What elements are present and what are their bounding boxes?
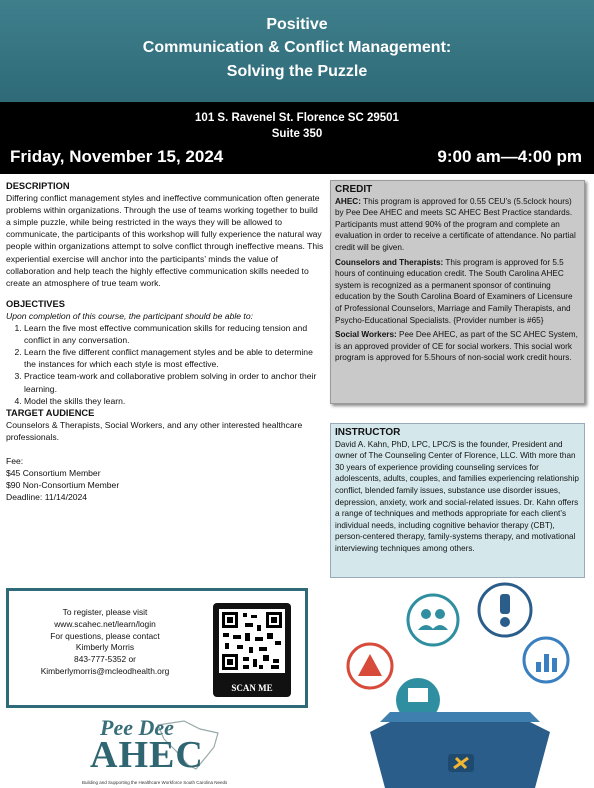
- title-banner: [0, 0, 594, 102]
- event-date: Friday, November 15, 2024: [10, 147, 224, 166]
- description-body: Differing conflict management styles and ineffective communication often generate problems within organizations. Through the use of teams working together to build a simple puzzle, while being restricted in the ways they will be allowed to communicate, the participants of this workshop will fully experience the natural way people within organizations attempt to solve conflict through ineffective means. This experiential exercise will anchor into the participants’ minds the value of collaboration and help teach the highly effective communication skills needed to create an atmosphere of true team work.: [6, 193, 324, 288]
- registration-box: [6, 588, 308, 708]
- team-icon: [408, 595, 458, 645]
- objectives-intro: Upon completion of this course, the participant should be able to:: [6, 310, 253, 321]
- fee-member: $45 Consortium Member: [6, 468, 101, 479]
- event-info-bar: [0, 102, 594, 174]
- credit-ahec: [335, 196, 580, 254]
- registration-text: [19, 607, 191, 678]
- instructor-bio: David A. Kahn, PhD, LPC, LPC/S is the founder, President and owner of The Counseling Center of Florence, LLC. With more than 30 years of experience providing counseling services for adolescents, adults, couples, and families experiencing relationship conflict, blended family issues, substance use disorder issues, depression, anxiety, work and social-related issues. Dr. Kahn offers a range of techniques and methods appropriate for each client’s individual needs, including cognitive behavior therapy (CBT), person-centered therapy, family-systems therapy, and motivational interviewing techniques among others.: [335, 439, 579, 553]
- objective-item: 4. Model the skills they learn.: [24, 395, 324, 407]
- instructor-box: [330, 423, 585, 578]
- register-line-1: To register, please visit: [62, 607, 148, 617]
- pee-dee-ahec-logo: [82, 715, 232, 785]
- register-line-3: For questions, please contact: [50, 630, 160, 641]
- fee-label: Fee:: [6, 455, 24, 466]
- event-time: 9:00 am—4:00 pm: [437, 147, 582, 166]
- credit-counselors-text: This program is approved for 5.5 hours of continuing education credit. The South Carolina AHEC system is recognized as a permanent sponsor of continuing education by the South Carolina Board of Examiners of Licensure of Professional Counselors, Marriage and Family Therapists, and Psycho-Educational Specialists. {Provider number is #65}: [335, 257, 573, 325]
- credit-heading: CREDIT: [335, 184, 373, 195]
- credit-counselors-label: Counselors and Therapists:: [335, 257, 444, 267]
- left-column: [6, 180, 324, 503]
- contact-email[interactable]: Kimberlymorris@mcleodhealth.org: [40, 665, 170, 676]
- credit-box: [330, 180, 585, 404]
- title-line-1: Positive: [266, 16, 328, 33]
- logo-tagline: Building and Supporting the Healthcare Workforce South Carolina Needs: [82, 780, 228, 785]
- contact-phone: 843-777-5352 or: [74, 654, 136, 665]
- qr-code-icon: [213, 603, 291, 679]
- registration-deadline: Deadline: 11/14/2024: [6, 492, 88, 503]
- logo-pee-dee: Pee Dee: [100, 715, 174, 740]
- scan-me-label: SCAN ME: [231, 683, 273, 693]
- suite: Suite 350: [271, 128, 323, 140]
- toolbox-illustration: [330, 582, 590, 788]
- fee-nonmember: $90 Non-Consortium Member: [6, 480, 120, 491]
- objective-item: 1. Learn the five most effective communication skills for reducing tension and conflict in any conversation.: [24, 322, 324, 346]
- credit-ahec-text: This program is approved for 0.55 CEU’s (5.5clock hours) by Pee Dee AHEC and meets SC AHEC Best Practice standards. Participants must attend 90% of the program and complete an evaluation in order to receive a certificate of attendance. No partial credit will be given.: [335, 196, 576, 252]
- audience-body: Counselors & Therapists, Social Workers, and any other interested healthcare professionals.: [6, 419, 303, 442]
- objective-item: 3. Practice team-work and collaborative problem solving in order to anchor their learning.: [24, 370, 324, 394]
- objectives-heading: OBJECTIVES: [6, 298, 65, 309]
- audience-heading: TARGET AUDIENCE: [6, 407, 95, 418]
- credit-social-label: Social Workers:: [335, 330, 397, 340]
- logo-ahec: AHEC: [90, 734, 204, 776]
- credit-ahec-label: AHEC:: [335, 196, 361, 206]
- register-url[interactable]: www.scahec.net/learn/login: [54, 618, 156, 629]
- credit-social: [335, 329, 580, 364]
- objectives-list: [6, 322, 324, 407]
- qr-code[interactable]: [213, 603, 291, 697]
- credit-social-text: Pee Dee AHEC, as part of the SC AHEC System, is an approved provider of CE for social workers. This social work program is approved for 5.5hours of non-social work credit hours.: [335, 330, 578, 363]
- address: 101 S. Ravenel St. Florence SC 29501: [195, 112, 399, 124]
- objective-item: 2. Learn the five different conflict management styles and be able to determine the instances for which each style is most effective.: [24, 346, 324, 370]
- contact-name: Kimberly Morris: [75, 642, 135, 653]
- title-line-3: Solving the Puzzle: [226, 63, 368, 80]
- credit-counselors: [335, 257, 580, 327]
- description-heading: DESCRIPTION: [6, 181, 70, 191]
- title-line-2: Communication & Conflict Management:: [142, 39, 452, 56]
- instructor-heading: INSTRUCTOR: [335, 427, 401, 438]
